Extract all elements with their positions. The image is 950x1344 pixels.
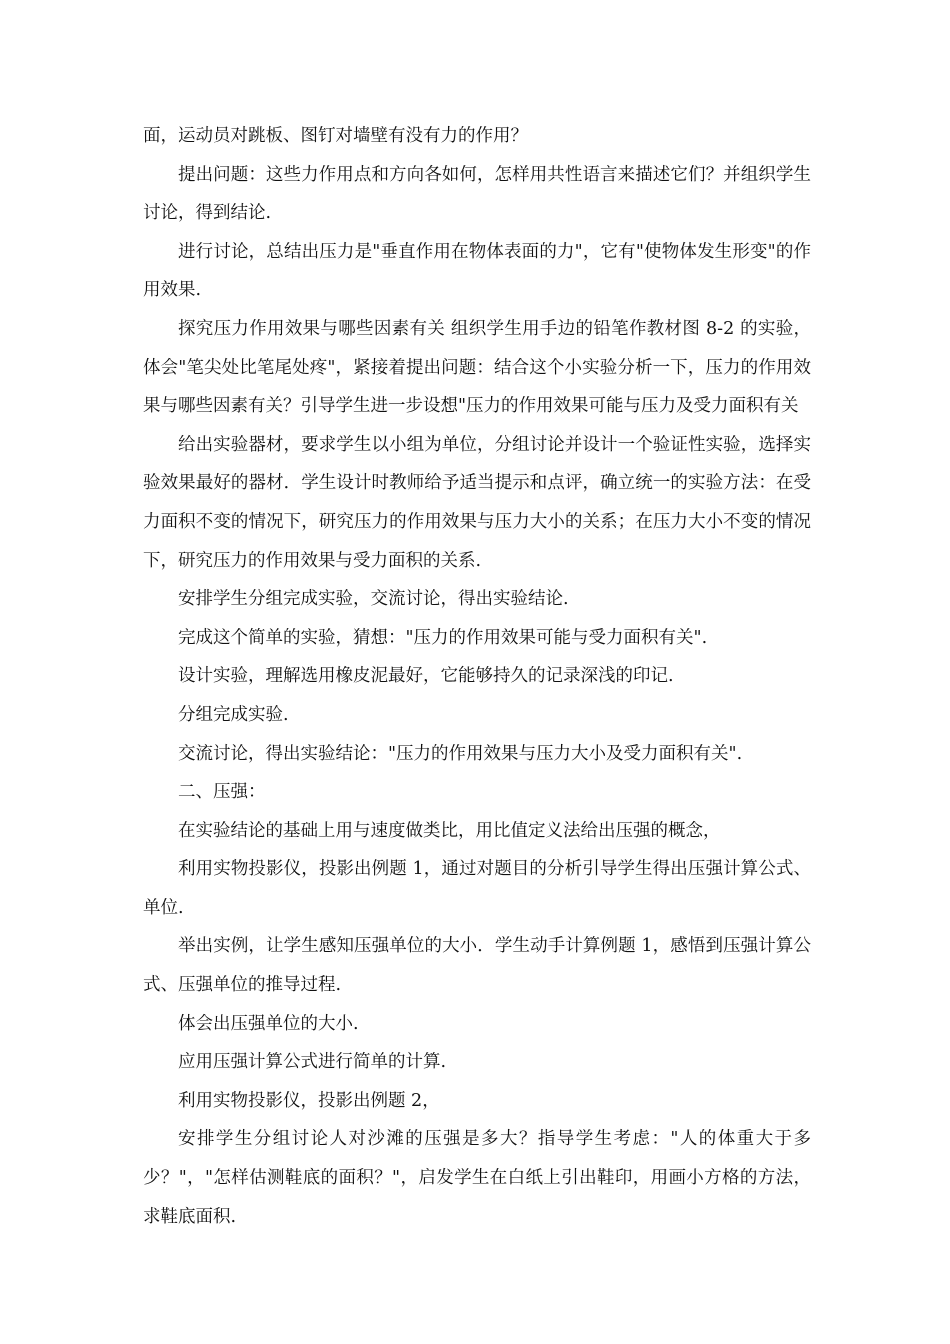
paragraph: 面，运动员对跳板、图钉对墙壁有没有力的作用？ (143, 126, 528, 146)
body-text (143, 117, 811, 1236)
paragraph: 利用实物投影仪，投影出例题 2， (178, 1090, 440, 1111)
paragraph: 探究压力作用效果与哪些因素有关 组织学生用手边的铅笔作教材图 8-2 的实验，体会"笔尖处比笔尾处疼"，紧接着提出问题：结合这个小实验分析一下，压力的作用效果与哪些因素有关？引导学生进一步设想"压力的作用效果可能与压力及受力面积有关 (143, 318, 811, 417)
paragraph: 完成这个简单的实验，猜想："压力的作用效果可能与受力面积有关". (178, 627, 708, 648)
paragraph: 设计实验，理解选用橡皮泥最好，它能够持久的记录深浅的印记. (178, 666, 674, 687)
paragraph: 给出实验器材，要求学生以小组为单位，分组讨论并设计一个验证性实验，选择实验效果最好的器材．学生设计时教师给予适当提示和点评，确立统一的实验方法：在受力面积不变的情况下，研究压力的作用效果与压力大小的关系；在压力大小不变的情况下，研究压力的作用效果与受力面积的关系. (143, 434, 811, 571)
paragraph: 分组完成实验. (178, 704, 289, 725)
paragraph: 交流讨论，得出实验结论："压力的作用效果与压力大小及受力面积有关". (178, 743, 743, 764)
section-heading: 二、压强： (178, 782, 266, 803)
paragraph: 举出实例，让学生感知压强单位的大小．学生动手计算例题 1，感悟到压强计算公式、压强单位的推导过程. (143, 936, 811, 996)
paragraph: 利用实物投影仪，投影出例题 1，通过对题目的分析引导学生得出压强计算公式、单位. (143, 859, 811, 918)
paragraph: 安排学生分组讨论人对沙滩的压强是多大？指导学生考虑："人的体重大于多少？"，"怎样估测鞋底的面积？"，启发学生在白纸上引出鞋印，用画小方格的方法，求鞋底面积. (143, 1129, 811, 1227)
paragraph: 提出问题：这些力作用点和方向各如何，怎样用共性语言来描述它们？并组织学生讨论，得到结论. (143, 164, 811, 224)
paragraph: 进行讨论，总结出压力是"垂直作用在物体表面的力"，它有"使物体发生形变"的作用效果. (143, 241, 811, 301)
paragraph: 应用压强计算公式进行简单的计算. (178, 1052, 447, 1073)
paragraph: 在实验结论的基础上用与速度做类比，用比值定义法给出压强的概念， (178, 820, 721, 841)
paragraph: 体会出压强单位的大小. (178, 1013, 359, 1034)
paragraph: 安排学生分组完成实验，交流讨论，得出实验结论. (178, 589, 569, 610)
